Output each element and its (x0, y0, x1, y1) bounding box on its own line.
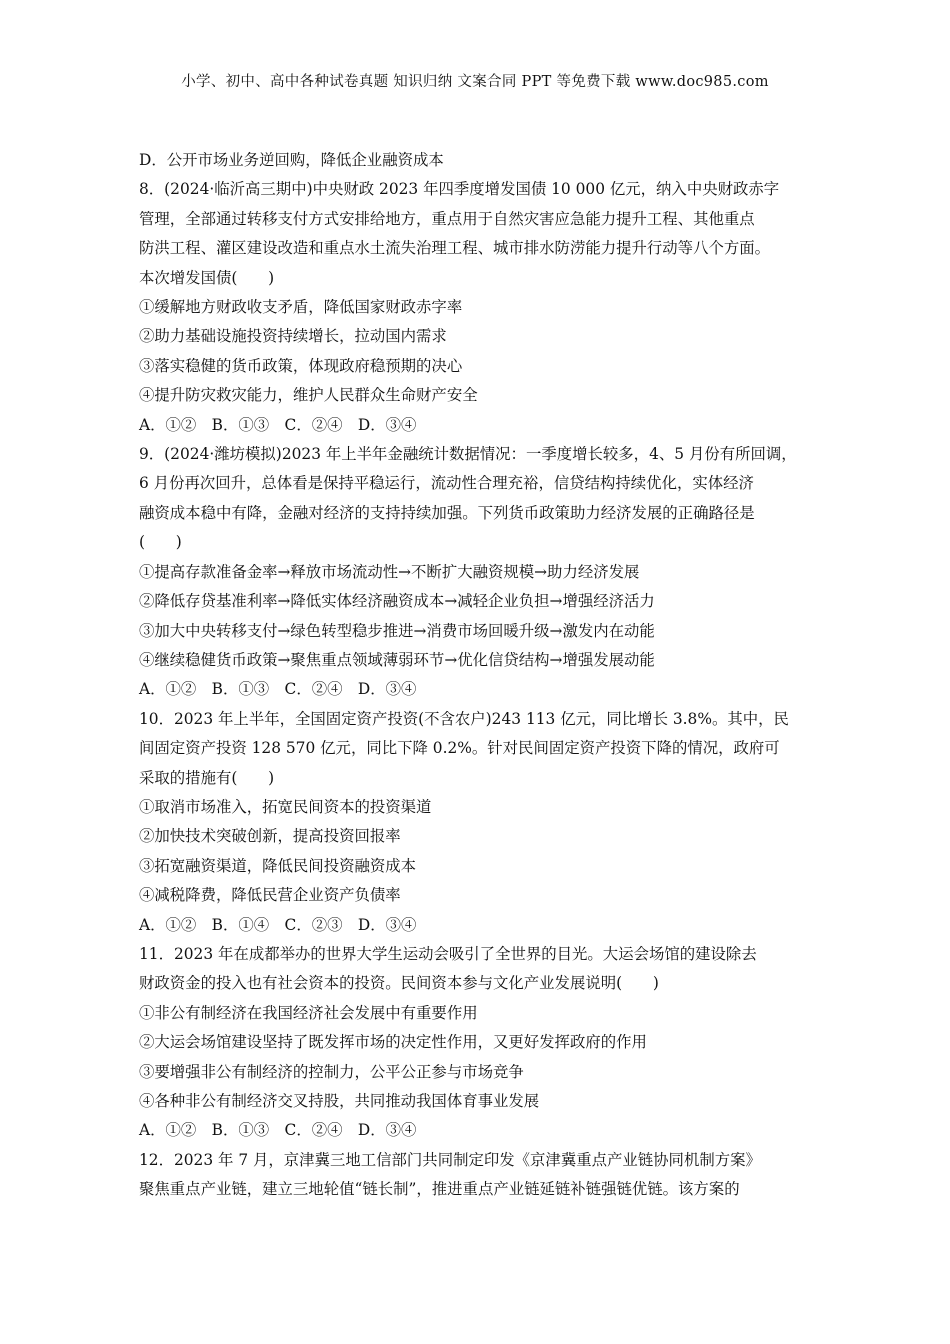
question-9-line-3: 融资成本稳中有降，金融对经济的支持持续加强。下列货币政策助力经济发展的正确路径是 (139, 503, 755, 522)
question-10-item-2: ②加快技术突破创新，提高投资回报率 (139, 827, 401, 846)
question-10-line-3: 采取的措施有( ) (139, 768, 275, 787)
question-11-item-2: ②大运会场馆建设坚持了既发挥市场的决定性作用，又更好发挥政府的作用 (139, 1033, 647, 1052)
question-8-choices: A．①② B．①③ C．②④ D．③④ (139, 415, 417, 434)
question-9-item-4: ④继续稳健货币政策→聚焦重点领域薄弱环节→优化信贷结构→增强发展动能 (139, 650, 655, 669)
question-11-line-2: 财政资金的投入也有社会资本的投资。民间资本参与文化产业发展说明( ) (139, 974, 659, 993)
question-8-line-4: 本次增发国债( ) (139, 268, 275, 287)
question-12-line-1: 12．2023 年 7 月，京津冀三地工信部门共同制定印发《京津冀重点产业链协同机制方案》 (139, 1150, 761, 1169)
question-8-item-1: ①缓解地方财政收支矛盾，降低国家财政赤字率 (139, 298, 463, 317)
question-11-item-4: ④各种非公有制经济交叉持股，共同推动我国体育事业发展 (139, 1092, 540, 1110)
question-9-item-1: ①提高存款准备金率→释放市场流动性→不断扩大融资规模→助力经济发展 (139, 562, 640, 581)
question-10-item-1: ①取消市场准入，拓宽民间资本的投资渠道 (139, 797, 432, 816)
question-10-item-3: ③拓宽融资渠道，降低民间投资融资成本 (139, 856, 417, 875)
question-9-item-2: ②降低存贷基准利率→降低实体经济融资成本→减轻企业负担→增强经济活力 (139, 592, 655, 611)
question-8-item-2: ②助力基础设施投资持续增长，拉动国内需求 (139, 327, 447, 346)
question-9-item-3: ③加大中央转移支付→绿色转型稳步推进→消费市场回暖升级→激发内在动能 (139, 621, 655, 640)
question-9-line-1: 9．(2024·潍坊模拟)2023 年上半年金融统计数据情况：一季度增长较多，4、5 月份有所回调， (139, 445, 797, 464)
document-body (139, 146, 829, 1205)
question-10-item-4: ④减税降费，降低民营企业资产负债率 (139, 886, 401, 905)
question-11-item-3: ③要增强非公有制经济的控制力，公平公正参与市场竞争 (139, 1062, 524, 1081)
question-9-line-2: 6 月份再次回升，总体看是保持平稳运行，流动性合理充裕，信贷结构持续优化，实体经济 (139, 474, 754, 493)
question-8-item-4: ④提升防灾救灾能力，维护人民群众生命财产安全 (139, 386, 478, 405)
page-header: 小学、初中、高中各种试卷真题 知识归纳 文案合同 PPT 等免费下载 www.doc985.com (181, 74, 769, 90)
question-11-item-1: ①非公有制经济在我国经济社会发展中有重要作用 (139, 1003, 478, 1022)
question-10-line-2: 间固定资产投资 128 570 亿元，同比下降 0.2%。针对民间固定资产投资下降的情况，政府可 (139, 739, 780, 758)
question-8-line-3: 防洪工程、灌区建设改造和重点水土流失治理工程、城市排水防涝能力提升行动等八个方面。 (139, 239, 771, 258)
question-11-choices: A．①② B．①③ C．②④ D．③④ (139, 1121, 417, 1140)
question-10-choices: A．①② B．①④ C．②③ D．③④ (139, 915, 417, 934)
option-d-line: D．公开市场业务逆回购，降低企业融资成本 (139, 151, 444, 169)
question-8-line-2: 管理，全部通过转移支付方式安排给地方，重点用于自然灾害应急能力提升工程、其他重点 (139, 209, 755, 228)
question-12-line-2: 聚焦重点产业链，建立三地轮值“链长制”，推进重点产业链延链补链强链优链。该方案的 (139, 1180, 740, 1199)
question-9-choices: A．①② B．①③ C．②④ D．③④ (139, 680, 417, 699)
question-10-line-1: 10．2023 年上半年，全国固定资产投资(不含农户)243 113 亿元，同比增长 3.8%。其中，民 (139, 709, 789, 728)
question-9-line-4: ( ) (139, 533, 182, 552)
question-11-line-1: 11．2023 年在成都举办的世界大学生运动会吸引了全世界的目光。大运会场馆的建设除去 (139, 944, 757, 963)
question-8-item-3: ③落实稳健的货币政策，体现政府稳预期的决心 (139, 356, 463, 375)
question-8-line-1: 8．(2024·临沂高三期中)中央财政 2023 年四季度增发国债 10 000 亿元，纳入中央财政赤字 (139, 180, 780, 199)
